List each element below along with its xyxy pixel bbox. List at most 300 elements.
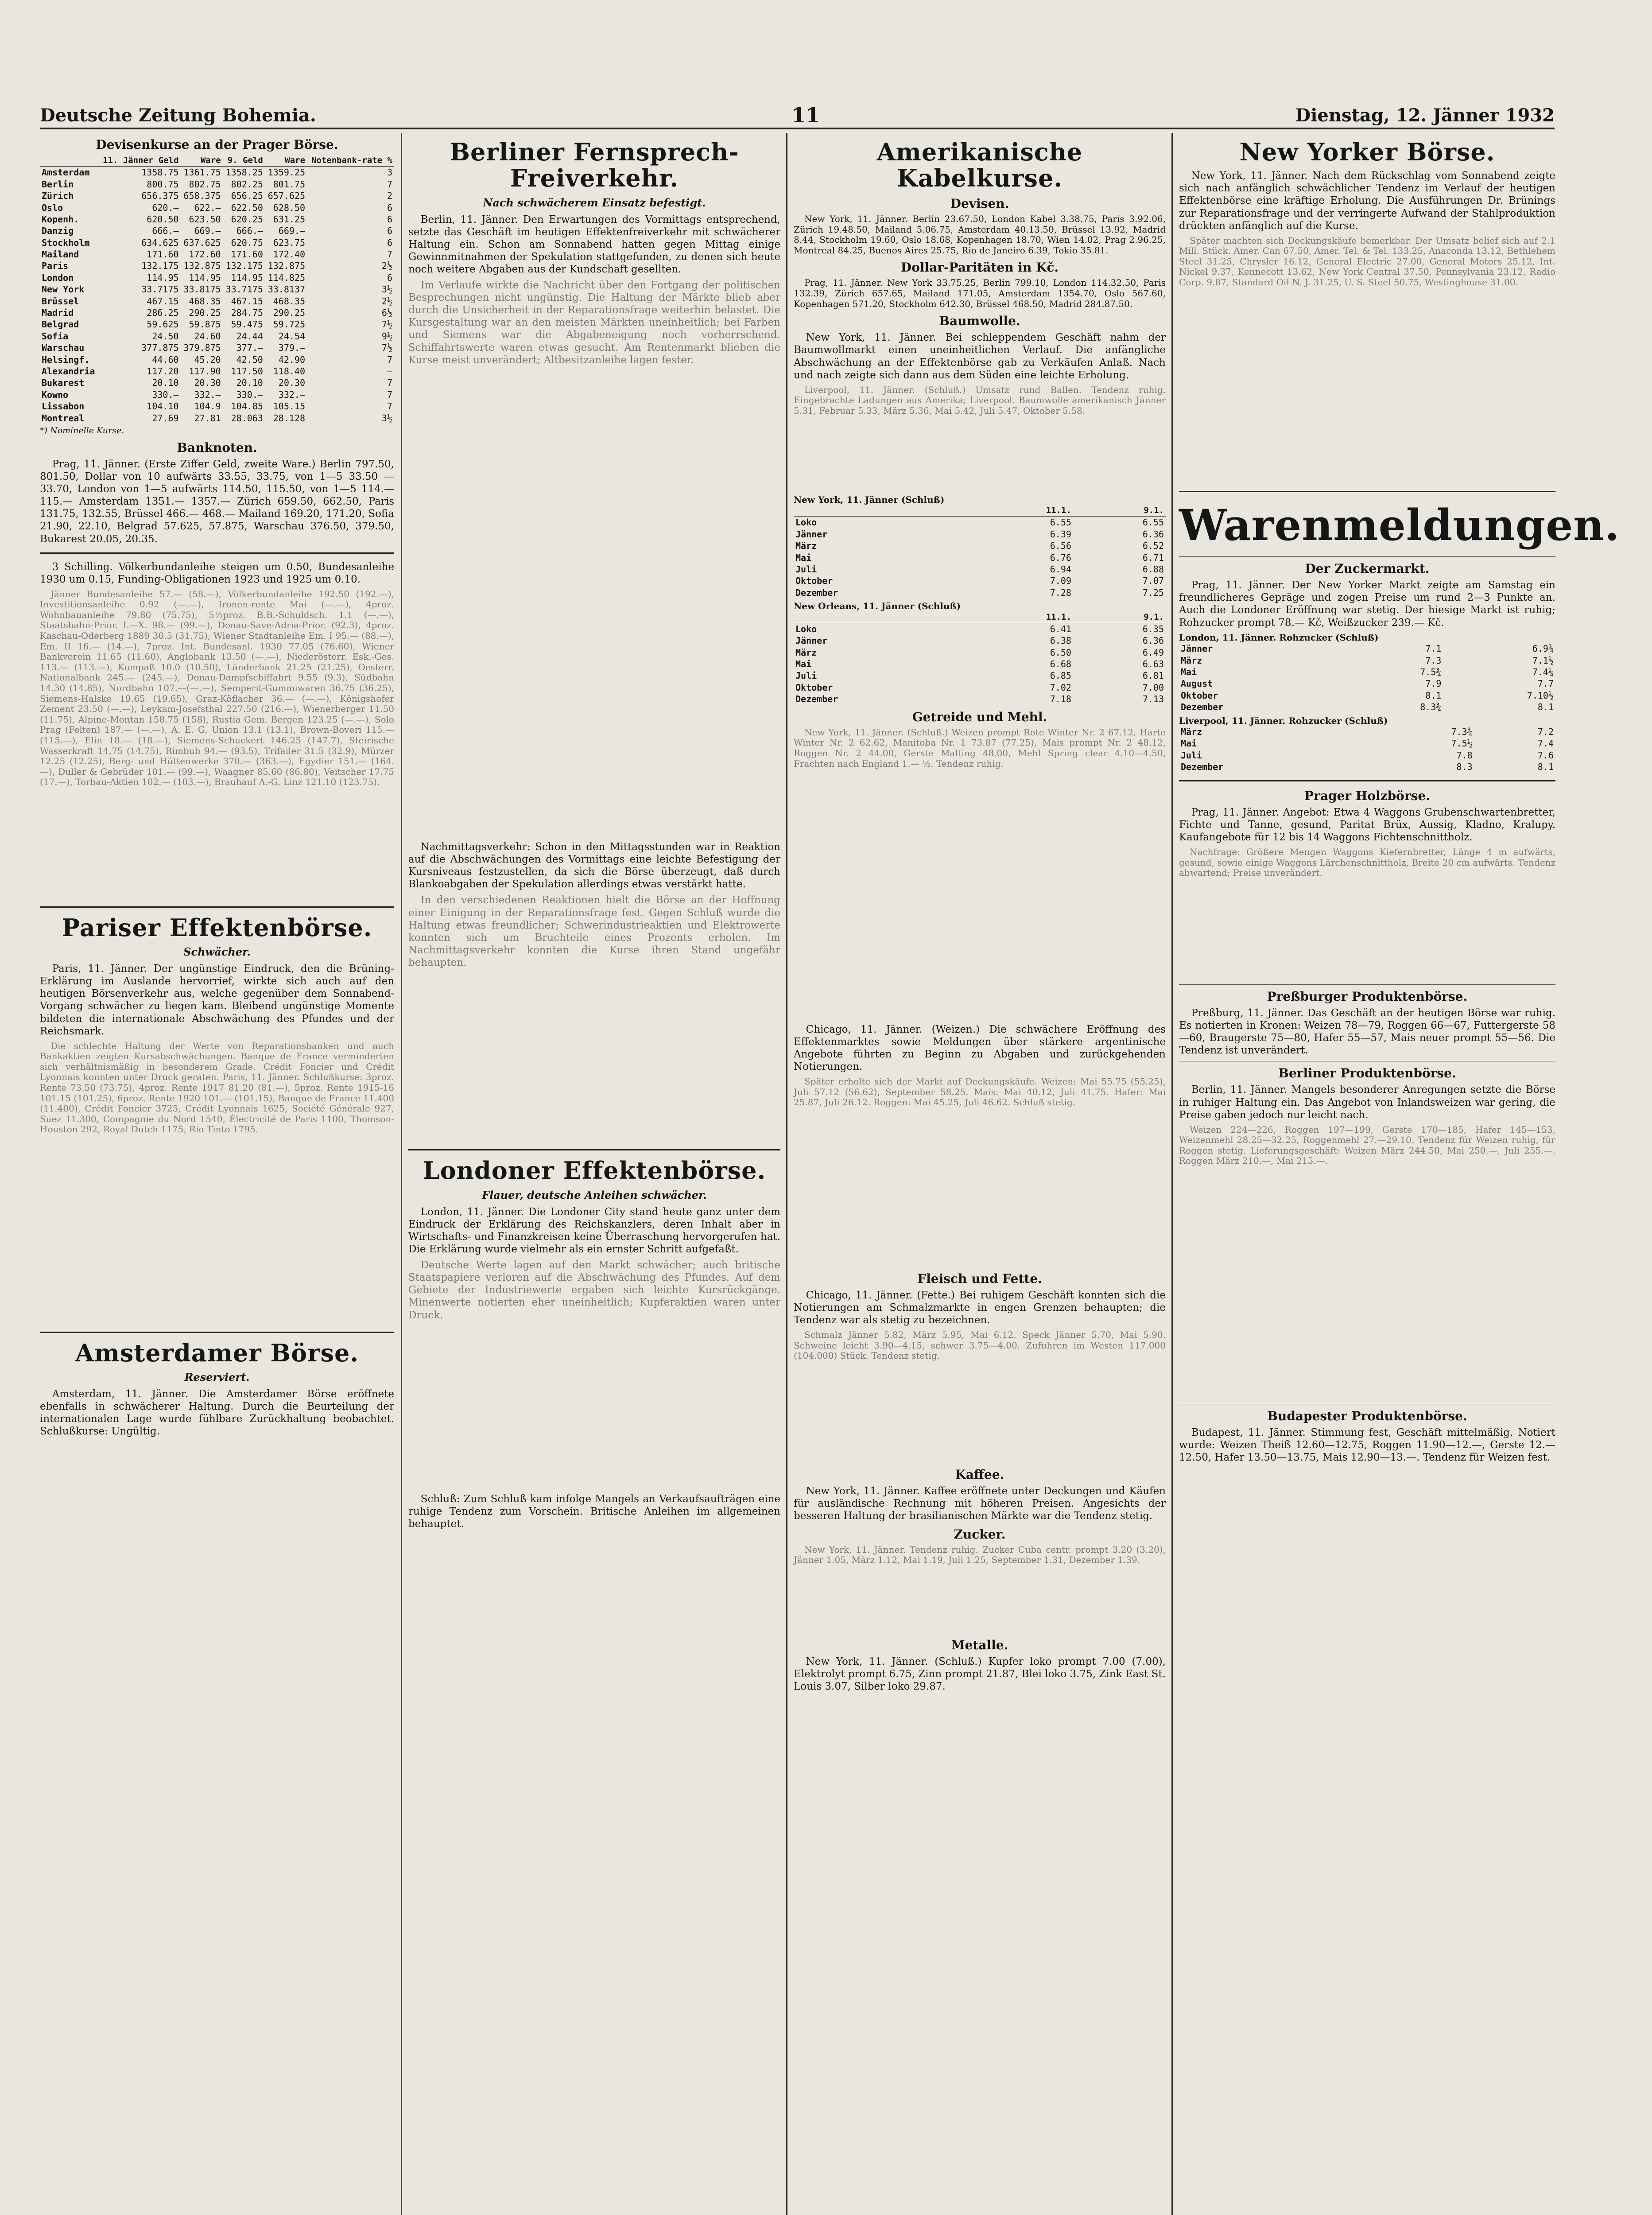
devisen-cell: 669.— <box>194 225 221 237</box>
devisen-cell: 7½ <box>381 342 392 354</box>
devisen-cell: Danzig <box>42 225 74 237</box>
ny-devisen: New York, 11. Jänner. Berlin 23.67.50, London Kabel 3.38.75, Paris 3.92.06, Zürich 19.48.50, Mailand 5.06.75, Amsterdam 40.13.50, Brüssel 13.92, Madrid 8.44, Stockholm 19.60, Oslo 18.68, Kopenhagen 18.70, Wien 14.02, Prag 2.96.25, Montreal 84.25, Buenos Aires 25.75, Rio de Janeiro 6.39, Tokio 35.81. <box>794 213 1166 256</box>
devisen-cell: 620.50 <box>147 214 179 225</box>
devisen-cell: 114.95 <box>189 272 221 283</box>
dollar-paritaeten-sub: Dollar-Paritäten in Kč. <box>900 260 1059 275</box>
cotton-ny-cell: 6.76 <box>1050 552 1071 563</box>
liverpool-sugar-cell: 8.1 <box>1537 762 1554 773</box>
cotton-nola-cell: 6.68 <box>1050 659 1071 670</box>
devisen-cell: Montreal <box>42 412 85 424</box>
devisen-cell: 42.50 <box>236 354 263 365</box>
metalle-text: New York, 11. Jänner. (Schluß.) Kupfer loko prompt 7.00 (7.00), Elektrolyt prompt 6.75, Zinn prompt 21.87, Blei loko 3.75, Zink East St. Louis 3.07, Silber loko 29.87. <box>794 1655 1166 1692</box>
devisen-cell: 3½ <box>381 412 392 424</box>
london-sugar-cell: 7.4¼ <box>1532 666 1554 677</box>
cotton-nola-cell: Juli <box>795 670 817 681</box>
cotton-ny-cell: Oktober <box>795 575 833 587</box>
devisen-cell: 379.875 <box>183 342 221 354</box>
devisen-cell: 24.44 <box>236 330 263 342</box>
budapester-text: Budapest, 11. Jänner. Stimmung fest, Geschäft mittelmäßig. Notiert wurde: Weizen Theiß 12.60—12.75, Roggen 11.90—12.—, Gerste 12.—12.50, Hafer 13.50—13.75, Mais 12.90—13.—. Tendenz für Weizen fest. <box>1179 1426 1555 1463</box>
devisen-cell: 6 <box>387 202 392 213</box>
devisen-cell: 7 <box>387 389 392 400</box>
liverpool-text: Liverpool, 11. Jänner. (Schluß.) Umsatz rund Ballen. Tendenz ruhig. Eingebrachte Ladungen aus Amerika; Liverpool. Baumwolle amerikanisch Jänner 5.31, Februar 5.33, März 5.36, Mai 5.42, Juli 5.47, Oktober 5.58. <box>794 384 1166 416</box>
paris-text: Paris, 11. Jänner. Der ungünstige Eindruck, den die Brüning-Erklärung im Auslande hervorrief, wirkte sich auch auf den heutigen Börsenverkehr aus, welche gegenüber dem Sonnabend-Vorgang schwächer zu liegen kam. Bleibend ungünstige Momente bildeten die internationale Abschwächung des Pfundes und der Reichsmark. <box>40 963 394 1037</box>
devisen-cell: Mailand <box>42 249 79 260</box>
berlin-nachmittag: Nachmittagsverkehr: Schon in den Mittagsstunden war in Reaktion auf die Abschwächungen des Vormittags eine leichte Befestigung der Kursniveaus festzustellen, da sich die Börse überzeugt, daß durch Blankoabgaben der Spekulation allerdings etwas verstärkt hatte. <box>408 841 780 890</box>
amerikanische-heading: Amerikanische Kabelkurse. <box>876 138 1083 193</box>
fleisch-text: Chicago, 11. Jänner. (Fette.) Bei ruhigem Geschäft konnten sich die Notierungen am Schmalzmarkte in engen Grenzen behaupten; die Tendenz war als stetig zu bezeichnen. <box>794 1290 1166 1326</box>
devisen-row <box>40 342 394 354</box>
holzboerse-cont: Nachfrage: Größere Mengen Waggons Kiefernbretter, Länge 4 m aufwärts, gesund, sowie einige Waggons Lärchenschnittholz, Breite 20 cm aufwärts. Tendenz abwartend; Preise unverändert. <box>1179 846 1555 878</box>
page-number: 11 <box>791 103 820 127</box>
devisen-row <box>40 354 394 365</box>
devisen-cell: 3 <box>387 167 392 178</box>
liverpool-sugar-row <box>1179 750 1555 761</box>
zuckermarkt-text: Prag, 11. Jänner. Der New Yorker Markt zeigte am Samstag ein freundlicheres Gepräge und zogen Preise um rund 2—3 Punkte an. Auch die Londoner Eröffnung war stetig. Der hiesige Markt ist ruhig; Rohzucker prompt 78.— Kč, Weißzucker 239.— Kč. <box>1179 579 1555 629</box>
liverpool-sugar-cell: 8.3 <box>1456 762 1473 773</box>
devisen-cell: 105.15 <box>273 401 306 412</box>
devisen-cell: 20.30 <box>194 377 221 389</box>
cotton-nola-table: 11.1. 9.1. Loko 6.41 6.35 Jänner 6.38 6.36 März 6.50 6.49 Mai 6.68 6.63 Juli 6.85 6.81 Oktober 7.02 7.00 Dezember 7.18 7.13 <box>794 612 1166 705</box>
devisen-cell: 631.25 <box>273 214 306 225</box>
devisen-cell: 104.9 <box>194 401 221 412</box>
devisen-cell: 20.10 <box>152 377 179 389</box>
liverpool-sugar-cell: Dezember <box>1181 762 1224 773</box>
devisen-cell: Helsingf. <box>42 354 90 365</box>
devisen-cell: 658.375 <box>183 190 221 202</box>
holzboerse-heading: Prager Holzbörse. <box>1304 788 1430 803</box>
liverpool-sugar-row <box>1179 738 1555 749</box>
column-3 <box>794 133 1166 2215</box>
devisen-cell: New York <box>42 284 85 295</box>
devisen-row <box>40 400 394 412</box>
devisen-cell: 42.90 <box>278 354 306 365</box>
london-sugar-row <box>1179 655 1555 666</box>
devisen-cell: 117.50 <box>231 365 263 377</box>
metalle-sub: Metalle. <box>951 1637 1008 1652</box>
devisen-cell: 622.50 <box>231 202 263 213</box>
cotton-nola-cell: 7.13 <box>1142 694 1164 705</box>
devisen-cell: 332.— <box>278 389 306 400</box>
cotton-ny-cell: Mai <box>795 552 812 563</box>
devisen-cell: 332.— <box>194 389 221 400</box>
warenmeldungen-heading: Warenmeldungen. <box>1179 500 1620 550</box>
devisen-cell: 27.69 <box>152 412 179 424</box>
banknoten-text: Prag, 11. Jänner. (Erste Ziffer Geld, zweite Ware.) Berlin 797.50, 801.50, Dollar von 10 aufwärts 33.55, 33.75, von 1—5 33.50 — 33.70, London von 1—5 aufwärts 114.50, 115.50, von 1—5 114.— 115.— Amsterdam 1351.— 1357.— Zürich 659.50, 662.50, Paris 131.75, 132.55, Brüssel 466.— 468.— Mailand 169.20, 171.20, Sofia 21.90, 22.10, Belgrad 57.625, 57.875, Warschau 376.50, 379.50, Bukarest 20.05, 20.35. <box>40 459 394 545</box>
london-sugar-cell: 7.1 <box>1425 643 1442 654</box>
devisen-cell: 7 <box>387 354 392 365</box>
column-4 <box>1179 133 1620 2215</box>
cotton-ny-cell: Jänner <box>795 528 828 540</box>
cotton-ny-row <box>794 563 1166 575</box>
holzboerse-text: Prag, 11. Jänner. Angebot: Etwa 4 Waggons Grubenschwartenbretter, Fichte und Tanne, gesund, Paritat Brüx, Aussig, Kladno, Kralupy. Kaufangebote für 12 bis 14 Waggons Fichtenschnittholz. <box>1179 806 1555 843</box>
devisen-table: 11. Jänner Geld Ware 9. Geld Ware Notenbank-rate % Amsterdam 1358.75 1361.75 1358.25 1359.25 3 Berlin 800.75 802.75 802.25 801.75 7 Zürich 656.375 658.375 656.25 657.625 2 Oslo 620.— 622.— 622.50 628.50 6 Kopenh. 620.50 623.50 620.25 631.25 6 Danzig 666.— 669.— 666.— 669.— 6 Stockholm 634.625 637.625 620.75 623.75 6 Mailand 171.60 172.60 171.60 172.40 7 Paris 132.175 132.875 132.175 132.875 2½ London 114.95 114.95 114.95 114.825 6 New York 33.7175 33.8175 33.7175 33.8137 3½ Brüssel 467.15 468.35 467.15 468.35 2½ Madrid 286.25 290.25 284.75 290.25 6½ Belgrad 59.625 59.875 59.475 59.725 7½ Sofia 24.50 24.60 24.44 24.54 9½ Warschau 377.875 379.875 377.— 379.— 7½ Helsingf. 44.60 45.20 42.50 42.90 7 Alexandria 117.20 117.90 117.50 118.40 — Bukarest 20.10 20.30 20.10 20.30 7 Kowno 330.— 332.— 330.— 332.— 7 Lissabon 104.10 104.9 104.85 105.15 7 Montreal 27.69 27.81 28.063 28.128 3½ <box>40 155 394 424</box>
nola-baumwolle-title: New Orleans, 11. Jänner (Schluß) <box>794 601 961 612</box>
devisen-cell: Oslo <box>42 202 63 213</box>
liverpool-sugar-row <box>1179 761 1555 773</box>
devisen-row <box>40 260 394 272</box>
cotton-ny-cell: 6.36 <box>1142 528 1164 540</box>
cotton-ny-row <box>794 587 1166 598</box>
liverpool-sugar-cell: 7.3¾ <box>1451 727 1473 738</box>
devisen-cell: 24.50 <box>152 330 179 342</box>
cotton-nola-row <box>794 670 1166 681</box>
london-sugar-cell: August <box>1181 678 1213 689</box>
column-1 <box>40 133 394 2215</box>
devisen-cell: Zürich <box>42 190 74 202</box>
devisen-row <box>40 412 394 424</box>
london-sugar-cell: 7.7 <box>1537 678 1554 689</box>
cotton-ny-cell: 7.25 <box>1142 587 1164 598</box>
berliner-produkten-cont: Weizen 224—226, Roggen 197—199, Gerste 170—185, Hafer 145—153, Weizenmehl 28.25—32.25, Roggenmehl 27.—29.10. Tendenz für Weizen ruhig, für Roggen stetig. Lieferungsgeschäft: Weizen März 244.50, Mai 250.—, Juli 255.—. Roggen März 210.—, Mai 215.—. <box>1179 1124 1555 1166</box>
cotton-ny-cell: 7.07 <box>1142 575 1164 587</box>
devisen-cell: Kopenh. <box>42 214 79 225</box>
cotton-nola-row <box>794 647 1166 658</box>
liverpool-sugar-cell: 7.6 <box>1537 750 1554 761</box>
getreide-sub: Getreide und Mehl. <box>912 709 1047 724</box>
devisen-cell: 1361.75 <box>183 167 221 178</box>
devisen-cell: 171.60 <box>231 249 263 260</box>
devisen-row <box>40 295 394 307</box>
column-2 <box>408 133 780 2215</box>
liverpool-sugar-cell: Juli <box>1181 750 1202 761</box>
devisen-cell: Lissabon <box>42 401 85 412</box>
devisen-cell: Alexandria <box>42 365 95 377</box>
devisen-cell: 24.60 <box>194 330 221 342</box>
london-sugar-cell: 7.9 <box>1425 678 1442 689</box>
page-header <box>40 103 1555 129</box>
devisen-cell: 28.128 <box>273 412 306 424</box>
berlin-text-2: Im Verlaufe wirkte die Nachricht über den Fortgang der politischen Besprechungen nicht ungünstig. Die Haltung der Märkte blieb aber durch die Unsicherheit in der Reparationsfrage weiterhin belastet. Die Kursgestaltung war an den meisten Märkten uneinheitlich; bei Farben und Siemens war die Abgabeneigung noch vorherrschend. Schiffahrtswerte waren etwas gesucht. Am Rentenmarkt blieben die Kurse meist unverändert; Altbesitzanleihe lagen fester. <box>408 280 780 366</box>
cotton-ny-cell: 6.94 <box>1050 563 1071 575</box>
cotton-ny-cell: Loko <box>795 517 817 528</box>
devisen-cell: 104.10 <box>147 401 179 412</box>
london-subhead: Flauer, deutsche Anleihen schwächer. <box>482 1188 707 1201</box>
london-text: London, 11. Jänner. Die Londoner City stand heute ganz unter dem Eindruck der Erklärung des Reichskanzlers, deren Inhalt aber in Wirtschafts- und Finanzkreisen keine Überraschung hervorgerufen hat. Die Erklärung wurde vielmehr als ein ernster Schritt aufgefaßt. <box>408 1206 780 1255</box>
berlin-subhead: Nach schwächerem Einsatz befestigt. <box>483 196 706 209</box>
devisen-row <box>40 167 394 179</box>
dollar-paritaeten: Prag, 11. Jänner. New York 33.75.25, Berlin 799.10, London 114.32.50, Paris 132.39, Zürich 657.65, Mailand 171.05, Amsterdam 1354.70, Oslo 567.60, Kopenhagen 571.20, Stockholm 642.30, Brüssel 468.50, Madrid 284.87.50. <box>794 277 1166 309</box>
devisen-cell: 2½ <box>381 295 392 307</box>
london-sugar-cell: 8.1 <box>1537 702 1554 713</box>
devisen-cell: 27.81 <box>194 412 221 424</box>
devisen-cell: 132.875 <box>183 260 221 272</box>
devisen-row <box>40 284 394 295</box>
cotton-ny-cell: 6.88 <box>1142 563 1164 575</box>
devisen-cell: 6 <box>387 214 392 225</box>
devisen-cell: 468.35 <box>189 295 221 307</box>
cotton-ny-cell: Juli <box>795 563 817 575</box>
cotton-nola-cell: 6.35 <box>1142 623 1164 634</box>
cotton-ny-row <box>794 540 1166 552</box>
devisen-cell: 114.95 <box>147 272 179 283</box>
liverpool-sugar-cell: März <box>1181 727 1202 738</box>
devisen-cell: 28.063 <box>231 412 263 424</box>
london-sugar-cell: 6.9¾ <box>1532 643 1554 654</box>
devisen-cell: 6 <box>387 272 392 283</box>
devisen-cell: 1358.25 <box>225 167 263 178</box>
devisen-cell: 20.30 <box>278 377 306 389</box>
devisen-cell: 623.75 <box>273 237 306 248</box>
devisen-cell: 637.625 <box>183 237 221 248</box>
devisen-cell: Amsterdam <box>42 167 90 178</box>
cotton-ny-cell: 6.52 <box>1142 540 1164 552</box>
cotton-ny-cell: Dezember <box>795 587 838 598</box>
baumwolle-sub: Baumwolle. <box>939 314 1020 329</box>
devisen-cell: 669.— <box>278 225 306 237</box>
devisen-cell: 620.25 <box>231 214 263 225</box>
fleisch-cont: Schmalz Jänner 5.82, März 5.95, Mai 6.12. Speck Jänner 5.70, Mai 5.90. Schweine leicht 3.90—4.15, schwer 3.75—4.00. Zufuhren im Westen 117.000 (104.000) Stück. Tendenz stetig. <box>794 1329 1166 1361</box>
devisen-cell: 666.— <box>236 225 263 237</box>
devisen-cell: Bukarest <box>42 377 85 389</box>
devisen-cell: 657.625 <box>268 190 306 202</box>
cotton-nola-cell: 6.81 <box>1142 670 1164 681</box>
devisen-cell: 2½ <box>381 260 392 272</box>
cotton-nola-cell: März <box>795 647 817 658</box>
londoner-heading: Londoner Effektenbörse. <box>423 1156 766 1185</box>
devisen-cell: 6 <box>387 237 392 248</box>
devisen-cell: 628.50 <box>273 202 306 213</box>
devisen-row <box>40 179 394 190</box>
devisen-cell: Paris <box>42 260 69 272</box>
devisen-cell: 118.40 <box>273 365 306 377</box>
devisen-cell: 33.8175 <box>183 284 221 295</box>
devisen-cell: 620.75 <box>231 237 263 248</box>
devisen-cell: 33.7175 <box>141 284 179 295</box>
devisen-cell: 622.— <box>194 202 221 213</box>
banknoten-heading: Banknoten. <box>177 440 257 455</box>
devisen-cell: 45.20 <box>194 354 221 365</box>
devisen-cell: 172.40 <box>273 249 306 260</box>
london-sugar-cell: Jänner <box>1181 643 1213 654</box>
devisen-cell: 666.— <box>152 225 179 237</box>
cotton-nola-cell: Mai <box>795 659 812 670</box>
devisen-row <box>40 225 394 237</box>
london-sugar-cell: 7.1½ <box>1532 655 1554 666</box>
berliner-produkten-heading: Berliner Produktenbörse. <box>1278 1066 1456 1081</box>
amsterdam-subhead: Reserviert. <box>184 1371 250 1383</box>
devisen-cell: 2 <box>387 190 392 202</box>
paris-subhead: Schwächer. <box>183 945 251 959</box>
cotton-ny-cell: 6.39 <box>1050 528 1071 540</box>
devisen-cell: 117.20 <box>147 365 179 377</box>
cotton-ny-cell: März <box>795 540 817 552</box>
devisen-cell: 377.— <box>236 342 263 354</box>
devisen-cell: 9½ <box>381 330 392 342</box>
devisen-cell: 33.8137 <box>268 284 306 295</box>
cotton-ny-row <box>794 552 1166 563</box>
liverpool-sugar-cell: Mai <box>1181 738 1197 749</box>
cotton-nola-cell: Jänner <box>795 635 828 646</box>
cotton-ny-cell: 6.56 <box>1050 540 1071 552</box>
devisen-row <box>40 307 394 319</box>
cotton-ny-row <box>794 517 1166 528</box>
chicago-weizen: Chicago, 11. Jänner. (Weizen.) Die schwächere Eröffnung des Effektenmarktes sowie Meldungen über stärkere argentinische Angebote führten zu Beginn zu Abgaben und zurückgehenden Notierungen. <box>794 1023 1166 1073</box>
devisen-cell: London <box>42 272 74 283</box>
devisen-row <box>40 377 394 389</box>
devisen-cell: 800.75 <box>147 179 179 190</box>
london-sugar-cell: 7.10½ <box>1527 690 1554 701</box>
devisen-cell: Madrid <box>42 307 74 319</box>
devisen-cell: 59.725 <box>273 319 306 330</box>
cotton-nola-row <box>794 693 1166 705</box>
kaffee-text: New York, 11. Jänner. Kaffee eröffnete unter Deckungen und Käufen für ausländische Rechnung mit höheren Preisen. Angesichts der besseren Haltung der brasilianischen Märkte war die Tendenz stetig. <box>794 1485 1166 1522</box>
cotton-nola-cell: 6.49 <box>1142 647 1164 658</box>
cotton-nola-cell: 6.50 <box>1050 647 1071 658</box>
london-zucker-title: London, 11. Jänner. Rohzucker (Schluß) <box>1179 632 1379 643</box>
london-sugar-row <box>1179 678 1555 689</box>
devisen-cell: 467.15 <box>231 295 263 307</box>
devisen-row <box>40 237 394 249</box>
devisen-row <box>40 319 394 330</box>
dateline: Dienstag, 12. Jänner 1932 <box>1295 105 1555 126</box>
cotton-nola-cell: Oktober <box>795 682 833 693</box>
cotton-nola-cell: 6.36 <box>1142 635 1164 646</box>
devisen-cell: Belgrad <box>42 319 79 330</box>
berliner-produkten-text: Berlin, 11. Jänner. Mangels besonderer Anregungen setzte die Börse in ruhiger Haltung ein. Das Angebot von Inlandsweizen war gering, die Preise gaben jedoch nur leicht nach. <box>1179 1084 1555 1121</box>
devisen-cell: 24.54 <box>278 330 306 342</box>
devisen-cell: 3½ <box>381 284 392 295</box>
devisen-cell: 117.90 <box>189 365 221 377</box>
devisen-cell: 44.60 <box>152 354 179 365</box>
devisen-cell: 284.75 <box>231 307 263 319</box>
amsterdamer-heading: Amsterdamer Börse. <box>75 1338 359 1367</box>
liverpool-sugar-cell: 7.2 <box>1537 727 1554 738</box>
devisen-cell: 330.— <box>152 389 179 400</box>
london-sugar-row <box>1179 643 1555 654</box>
devisen-cell: 620.— <box>152 202 179 213</box>
devisen-cell: Kowno <box>42 389 69 400</box>
devisen-cell: — <box>387 365 392 377</box>
devisen-cell: 801.75 <box>273 179 306 190</box>
berlin-nachmittag-cont: In den verschiedenen Reaktionen hielt die Börse an der Hoffnung einer Einigung in der Reparationsfrage fest. Gegen Schluß wurde die Haltung etwas freundlicher; Schwerindustrieaktien und Elektrowerte konnten sich um Bruchteile eines Prozents erholen. Im Nachmittagsverkehr konnten die Kurse ihren Stand ungefähr behaupten. <box>408 894 780 968</box>
london-schluss: Schluß: Zum Schluß kam infolge Mangels an Verkaufsaufträgen eine ruhige Tendenz zum Vorschein. Britische Anleihen im allgemeinen behauptet. <box>408 1493 780 1530</box>
cotton-ny-cell: 7.28 <box>1050 587 1071 598</box>
newyorker-heading: New Yorker Börse. <box>1239 138 1495 166</box>
london-sugar-cell: Dezember <box>1181 702 1224 713</box>
budapester-heading: Budapester Produktenbörse. <box>1267 1408 1467 1423</box>
devisen-cell: 171.60 <box>147 249 179 260</box>
devisen-row <box>40 202 394 214</box>
liverpool-zucker-title: Liverpool, 11. Jänner. Rohzucker (Schluß) <box>1179 715 1388 726</box>
devisen-cell: 1359.25 <box>268 167 306 178</box>
cotton-nola-cell: 7.00 <box>1142 682 1164 693</box>
cotton-ny-cell: 7.09 <box>1050 575 1071 587</box>
london-sugar-cell: 7.5¾ <box>1420 666 1442 677</box>
devisen-cell: 132.175 <box>225 260 263 272</box>
cotton-nola-cell: 7.02 <box>1050 682 1071 693</box>
devisen-cell: 20.10 <box>236 377 263 389</box>
cotton-ny-row <box>794 528 1166 540</box>
devisen-cell: Brüssel <box>42 295 79 307</box>
devisen-row <box>40 190 394 202</box>
cotton-ny-table: 11.1. 9.1. Loko 6.55 6.55 Jänner 6.39 6.36 März 6.56 6.52 Mai 6.76 6.71 Juli 6.94 6.88 Oktober 7.09 7.07 Dezember 7.28 7.25 <box>794 505 1166 598</box>
masthead: Deutsche Zeitung Bohemia. <box>40 105 316 126</box>
devisen-footnote: *) Nominelle Kurse. <box>40 425 124 435</box>
devisen-cell: 7 <box>387 401 392 412</box>
devisen-cell: 59.475 <box>231 319 263 330</box>
parser-heading: Pariser Effektenbörse. <box>62 913 372 942</box>
devisen-cell: 634.625 <box>141 237 179 248</box>
liverpool-sugar-table <box>1179 726 1555 773</box>
london-sugar-row <box>1179 690 1555 701</box>
devisen-cell: 656.375 <box>141 190 179 202</box>
devisen-cell: Berlin <box>42 179 74 190</box>
london-sugar-cell: Oktober <box>1181 690 1218 701</box>
cotton-nola-row <box>794 682 1166 693</box>
devisen-cell: 59.625 <box>147 319 179 330</box>
devisen-cell: 104.85 <box>231 401 263 412</box>
devisen-cell: Warschau <box>42 342 85 354</box>
devisen-cell: 290.25 <box>273 307 306 319</box>
zuckermarkt-heading: Der Zuckermarkt. <box>1305 561 1430 576</box>
liverpool-sugar-cell: 7.4 <box>1537 738 1554 749</box>
devisen-row <box>40 330 394 342</box>
pressburger-heading: Preßburger Produktenbörse. <box>1267 989 1468 1004</box>
devisen-cell: 802.25 <box>231 179 263 190</box>
liverpool-sugar-cell: 7.8 <box>1456 750 1473 761</box>
fleisch-sub: Fleisch und Fette. <box>917 1271 1042 1286</box>
london-sugar-row <box>1179 666 1555 678</box>
devisen-cell: 656.25 <box>231 190 263 202</box>
liverpool-sugar-row <box>1179 726 1555 738</box>
cotton-nola-cell: 6.85 <box>1050 670 1071 681</box>
devisen-row <box>40 365 394 377</box>
getreide-text: New York, 11. Jänner. (Schluß.) Weizen prompt Rote Winter Nr. 2 67.12, Harte Winter Nr. 2 62.62, Manitoba Nr. 1 73.87 (77.25), Mais prompt Nr. 2 48.12, Roggen Nr. 2 44.00, Gerste Malting 48.00, Mehl Spring clear 4.10—4.50, Frachten nach England 1.— ½. Tendenz ruhig. <box>794 727 1166 769</box>
devisen-cell: 114.825 <box>268 272 306 283</box>
baumwolle-text: New York, 11. Jänner. Bei schleppendem Geschäft nahm der Baumwollmarkt einen uneinheitlichen Verlauf. Die anfängliche Abschwächung an der Effektenbörse gab zu Verkäufen Anlaß. Nach und nach zeigte sich dann aus dem Süden eine leichte Erholung. <box>794 332 1166 381</box>
devisen-cell: 132.175 <box>141 260 179 272</box>
devisen-heading: Devisenkurse an der Prager Börse. <box>96 137 338 152</box>
devisen-cell: 379.— <box>278 342 306 354</box>
devisen-row <box>40 272 394 284</box>
devisen-row <box>40 249 394 260</box>
london-sugar-cell: 8.1 <box>1425 690 1442 701</box>
devisen-cell: 467.15 <box>147 295 179 307</box>
chicago-more: Später erholte sich der Markt auf Deckungskäufe. Weizen: Mai 55.75 (55.25), Juli 57.12 (56.62), September 58.25. Mais: Mai 40.12, Juli 41.75. Hafer: Mai 25.87, Juli 26.12. Roggen: Mai 45.25, Juli 46.62. Schluß stetig. <box>794 1076 1166 1108</box>
ny-kurse: Später machten sich Deckungskäufe bemerkbar. Der Umsatz belief sich auf 2.1 Mill. Stück. Amer. Can 67.50, Amer. Tel. & Tel. 133.25, Anaconda 13.12, Bethlehem Steel 31.25, Chrysler 16.12, General Electric 27.00, General Motors 25.12, Int. Nickel 9.37, Kennecott 13.62, New York Central 37.50, Pennsylvania 23.12, Radio Corp. 9.87, Standard Oil N. J. 31.25, U. S. Steel 50.75, Westinghouse 31.00. <box>1179 235 1555 288</box>
devisen-cell: 7 <box>387 249 392 260</box>
cotton-nola-row <box>794 635 1166 646</box>
boerse-continued: Jänner Bundesanleihe 57.— (58.—), Völkerbundanleihe 192.50 (192.—), Investitionsanleihe 0.92 (—.—), Ironen-rente Mai (—.—), 4proz. Wohnbauanleihe 79.80 (75.75), 5½proz. B.B.-Schuldsch. 1.1 (—.—), Staatsbahn-Prior. I.—X. 98.— (99.—), Donau-Save-Adria-Prior. (92.3), 4proz. Kaschau-Oderberg 1889 30.5 (31.75), Wiener Stadtanleihe Em. I 95.— (88.—), Em. II 16.— (14.—), 7proz. Int. Bundesanl. 1930 77.05 (76.60), Wiener Bankverein 11.65 (11.60), Anglobank 13.50 (—.—), Niederösterr. Esk.-Ges. 113.— (113.—), Kompaß 10.0 (10.50), Länderbank 21.25 (21.25), Oesterr. Nationalbank 245.— (245.—), Donau-Dampfschiffahrt 9.55 (9.3), Südbahn 14.30 (14.85), Nordbahn 107.—(—.—), Semperit-Gummiwaren 36.75 (36.25), Siemens-Halske 19.65 (19.65), Graz-Köflacher 36.— (—.—), Königshofer Zement 23.50 (—.—), Leykam-Josefsthal 227.50 (216.—), Wienerberger 11.50 (11.75), Alpine-Montan 158.75 (158), Rustia Gem. Bergen 123.25 (—.—), Solo Prag (Felten) 187.— (—.—), A. E. G. Union 13.1 (13.1), Brown-Boveri 115.— (115.—), Elin 18.— (18.—), Siemens-Schuckert 146.25 (147.7), Steirische Wasserkraft 14.75 (14.75), Rimbub 94.— (93.5), Trifailer 31.5 (32.9), Mürzer 12.25 (12.25), Berg- und Hüttenwerke 370.— (363.—), Egydier 151.— (164.—), Duller & Gebrüder 101.— (99.—), Waagner 85.60 (86.80), Veitscher 17.75 (17.—), Torbau-Aktien 102.— (103.—), Brauhauf A.-G. Linz 121.10 (123.75). <box>40 588 394 788</box>
devisen-cell: 802.75 <box>189 179 221 190</box>
cotton-ny-cell: 6.71 <box>1142 552 1164 563</box>
devisen-cell: 1358.75 <box>141 167 179 178</box>
devisen-cell: 132.875 <box>268 260 306 272</box>
devisen-cell: Stockholm <box>42 237 90 248</box>
devisen-cell: 7 <box>387 179 392 190</box>
kaffee-sub: Kaffee. <box>955 1467 1004 1482</box>
cotton-nola-cell: 6.41 <box>1050 623 1071 634</box>
london-sugar-cell: März <box>1181 655 1202 666</box>
devisen-row <box>40 389 394 400</box>
devisen-cell: 172.60 <box>189 249 221 260</box>
devisen-sub: Devisen. <box>950 196 1009 211</box>
devisen-cell: 290.25 <box>189 307 221 319</box>
liverpool-sugar-cell: 7.5½ <box>1451 738 1473 749</box>
zucker-sub: Zucker. <box>954 1527 1006 1542</box>
devisen-cell: 6½ <box>381 307 392 319</box>
devisen-cell: 6 <box>387 225 392 237</box>
cotton-nola-row <box>794 658 1166 670</box>
devisen-cell: 7½ <box>381 319 392 330</box>
cotton-nola-cell: 6.63 <box>1142 659 1164 670</box>
devisen-cell: 33.7175 <box>225 284 263 295</box>
cotton-nola-row <box>794 623 1166 635</box>
ny-boerse-text: New York, 11. Jänner. Nach dem Rückschlag vom Sonnabend zeigte sich nach anfänglich schwächlicher Tendenz im Verlauf der heutigen Effektenbörse eine kräftige Erholung. Die Ausführungen Dr. Brünings zur Reparationsfrage und der verringerte Aufwand der Stahlproduktion drückten anfänglich auf die Kurse. <box>1179 170 1555 232</box>
devisen-cell: 114.95 <box>231 272 263 283</box>
london-text-cont: Deutsche Werte lagen auf den Markt schwächer; auch britische Staatspapiere verloren auf die Abschwächung des Pfundes. Auf dem Gebiete der Industriewerte ergaben sich leichte Kursrückgänge. Minenwerte notierten eher uneinheitlich; Kupferaktien waren unter Druck. <box>408 1259 780 1321</box>
london-sugar-cell: 8.3¾ <box>1420 702 1442 713</box>
